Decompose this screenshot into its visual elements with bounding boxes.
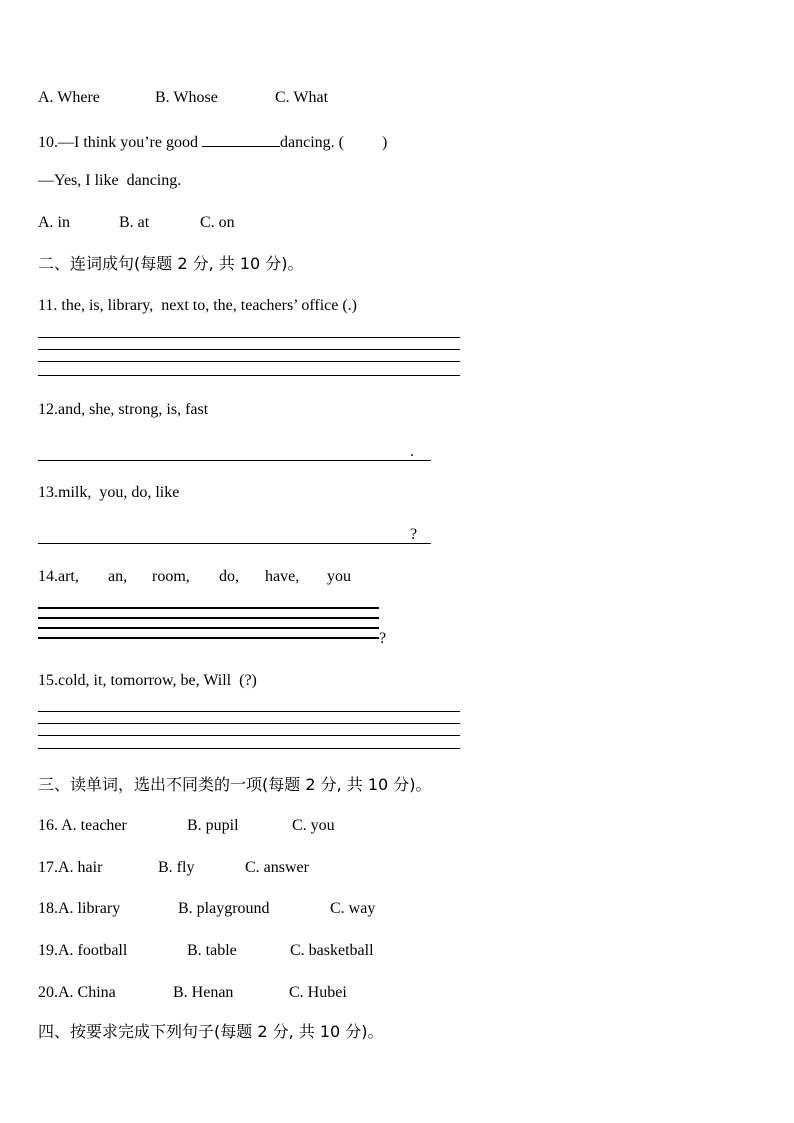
q18-option-a: 18.A. library [38, 900, 121, 917]
section2-title: 二、连词成句(每题 2 分, 共 10 分)。 [38, 254, 304, 273]
q14-answer-line[interactable] [38, 627, 379, 629]
q13-end-mark: ? [410, 526, 418, 543]
section3-title: 三、读单词，选出不同类的一项(每题 2 分, 共 10 分)。 [38, 775, 432, 794]
q15-answer-line[interactable] [38, 723, 460, 724]
q19-option-a: 19.A. football [38, 942, 128, 959]
q9-option-b: B. Whose [155, 89, 218, 106]
q10-reply: —Yes, I like dancing. [38, 172, 182, 189]
q17-option-a: 17.A. hair [38, 859, 103, 876]
q14-word: room, [152, 568, 190, 585]
q16-option-a: 16. A. teacher [38, 817, 127, 834]
q20-option-b: B. Henan [173, 984, 234, 1001]
q11-answer-line[interactable] [38, 349, 460, 350]
q12-answer-line[interactable] [38, 460, 431, 461]
section4-title: 四、按要求完成下列句子(每题 2 分, 共 10 分)。 [38, 1022, 384, 1041]
q15-answer-line[interactable] [38, 748, 460, 749]
q9-option-a: A. Where [38, 89, 100, 106]
q10-option-c: C. on [200, 214, 235, 231]
q12-words: 12.and, she, strong, is, fast [38, 401, 209, 418]
q13-answer-line[interactable] [38, 543, 431, 544]
q11-answer-line[interactable] [38, 375, 460, 376]
q11-words: 11. the, is, library, next to, the, teachers’ office (.) [38, 297, 357, 314]
q14-answer-line[interactable] [38, 607, 379, 609]
q18-option-c: C. way [330, 900, 376, 917]
q20-option-c: C. Hubei [289, 984, 347, 1001]
q14-word: you [327, 568, 351, 585]
q13-words: 13.milk, you, do, like [38, 484, 180, 501]
q15-answer-line[interactable] [38, 735, 460, 736]
q14-answer-line[interactable] [38, 637, 379, 639]
q9-option-c: C. What [275, 89, 329, 106]
q10-prefix: 10.—I think you’re good [38, 134, 202, 151]
q15-answer-line[interactable] [38, 711, 460, 712]
q10-close: ) [381, 134, 388, 151]
q10-option-b: B. at [119, 214, 150, 231]
q17-option-b: B. fly [158, 859, 195, 876]
q14-word: an, [108, 568, 128, 585]
q14-end-mark: ? [379, 630, 387, 647]
q19-option-b: B. table [187, 942, 237, 959]
q14-word: have, [265, 568, 300, 585]
q19-option-c: C. basketball [290, 942, 374, 959]
q16-option-b: B. pupil [187, 817, 239, 834]
q10-suffix: dancing. ( [279, 134, 344, 151]
q14-word: do, [219, 568, 239, 585]
q16-option-c: C. you [292, 817, 335, 834]
q20-option-a: 20.A. China [38, 984, 116, 1001]
q11-answer-line[interactable] [38, 337, 460, 338]
q14-answer-line[interactable] [38, 617, 379, 619]
q12-end-mark: . [410, 443, 414, 460]
q11-answer-line[interactable] [38, 361, 460, 362]
q10-blank[interactable] [202, 130, 280, 147]
q14-word: 14.art, [38, 568, 79, 585]
q10-option-a: A. in [38, 214, 70, 231]
q17-option-c: C. answer [245, 859, 309, 876]
q10-question [38, 130, 387, 153]
q15-words: 15.cold, it, tomorrow, be, Will (?) [38, 672, 257, 689]
q18-option-b: B. playground [178, 900, 270, 917]
